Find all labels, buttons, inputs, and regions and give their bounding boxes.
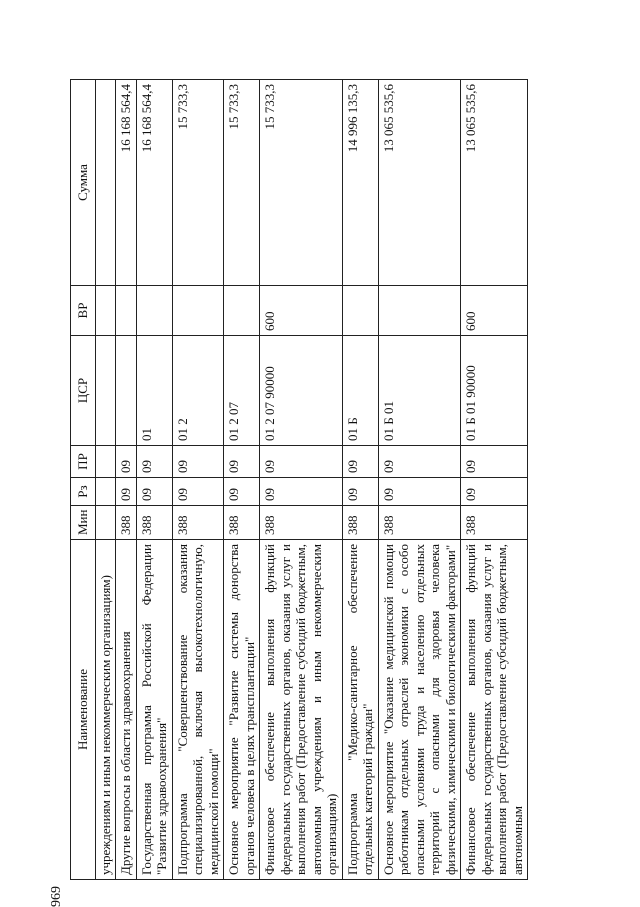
table-row [260,80,343,880]
row-name: Финансовое обеспечение выполнения функций федеральных государственных органов, оказания услуг и выполнения работ (Предоставление субсидий бюджетным, автономным учреждениям и иным некоммерческим организациям) [260,540,343,880]
row-min: 388 [378,506,461,540]
row-csr: 01 Б [342,336,378,446]
row-min [95,506,116,540]
row-csr: 01 Б 01 90000 [461,336,528,446]
row-sum: 13 065 535,6 [378,80,461,286]
row-csr: 01 2 07 [224,336,260,446]
row-rz: 09 [224,478,260,506]
row-rz [95,478,116,506]
row-rz: 09 [342,478,378,506]
header-csr: ЦСР [71,336,96,446]
header-name: Наименование [71,540,96,880]
row-sum: 13 065 535,6 [461,80,528,286]
row-pr: 09 [342,446,378,478]
row-name: Основное мероприятие "Развитие системы донорства органов человека в целях трансплантации" [224,540,260,880]
row-sum: 16 168 564,4 [136,80,172,286]
row-name: Подпрограмма "Совершенствование оказания специализированной, включая высокотехнологичную, медицинской помощи" [172,540,224,880]
row-csr: 01 [136,336,172,446]
row-rz: 09 [172,478,224,506]
row-vr [116,286,137,336]
header-pr: ПР [71,446,96,478]
row-min: 388 [224,506,260,540]
row-vr [95,286,116,336]
page-number [49,797,63,907]
row-csr [95,336,116,446]
row-csr: 01 2 07 90000 [260,336,343,446]
row-vr [378,286,461,336]
row-name: учреждениям и иным некоммерческим организациям) [95,540,116,880]
row-min: 388 [461,506,528,540]
row-sum: 15 733,3 [260,80,343,286]
row-vr [342,286,378,336]
row-rz: 09 [260,478,343,506]
row-name: Государственная программа Российской Федерации "Развитие здравоохранения" [136,540,172,880]
row-rz: 09 [136,478,172,506]
row-sum: 15 733,3 [172,80,224,286]
table-row [224,80,260,880]
budget-table-sheet [70,80,610,880]
row-name: Основное мероприятие "Оказание медицинской помощи работникам отдельных отраслей экономики с особо опасными условиями труда и населению отдельных территорий с опасными для здоровья человека физическими, химическими и биологическими факторами" [378,540,461,880]
table-header-row [71,80,96,880]
header-vr: ВР [71,286,96,336]
row-vr: 600 [260,286,343,336]
row-rz: 09 [461,478,528,506]
row-pr: 09 [224,446,260,478]
row-min: 388 [116,506,137,540]
table-row [461,80,528,880]
row-csr: 01 Б 01 [378,336,461,446]
header-min: Мин [71,506,96,540]
row-rz: 09 [116,478,137,506]
row-csr: 01 2 [172,336,224,446]
row-rz: 09 [378,478,461,506]
row-min: 388 [260,506,343,540]
row-sum: 14 996 135,3 [342,80,378,286]
row-name: Финансовое обеспечение выполнения функций федеральных государственных органов, оказания услуг и выполнения работ (Предоставление субсидий бюджетным, автономным [461,540,528,880]
row-pr: 09 [461,446,528,478]
row-sum: 15 733,3 [224,80,260,286]
row-vr [172,286,224,336]
row-name: Подпрограмма "Медико-санитарное обеспечение отдельных категорий граждан" [342,540,378,880]
header-sum: Сумма [71,80,96,286]
table-row [136,80,172,880]
table-row [95,80,116,880]
table-row [342,80,378,880]
budget-table [70,79,528,880]
row-pr: 09 [136,446,172,478]
row-name: Другие вопросы в области здравоохранения [116,540,137,880]
table-row [378,80,461,880]
row-vr [224,286,260,336]
row-min: 388 [136,506,172,540]
header-rz: Рз [71,478,96,506]
row-pr: 09 [172,446,224,478]
row-csr [116,336,137,446]
row-min: 388 [342,506,378,540]
row-pr: 09 [116,446,137,478]
table-row [116,80,137,880]
row-pr [95,446,116,478]
table-row [172,80,224,880]
row-sum: 16 168 564,4 [116,80,137,286]
row-min: 388 [172,506,224,540]
row-sum [95,80,116,286]
row-pr: 09 [260,446,343,478]
row-vr [136,286,172,336]
page-number-text: 969 [49,886,64,907]
row-pr: 09 [378,446,461,478]
row-vr: 600 [461,286,528,336]
